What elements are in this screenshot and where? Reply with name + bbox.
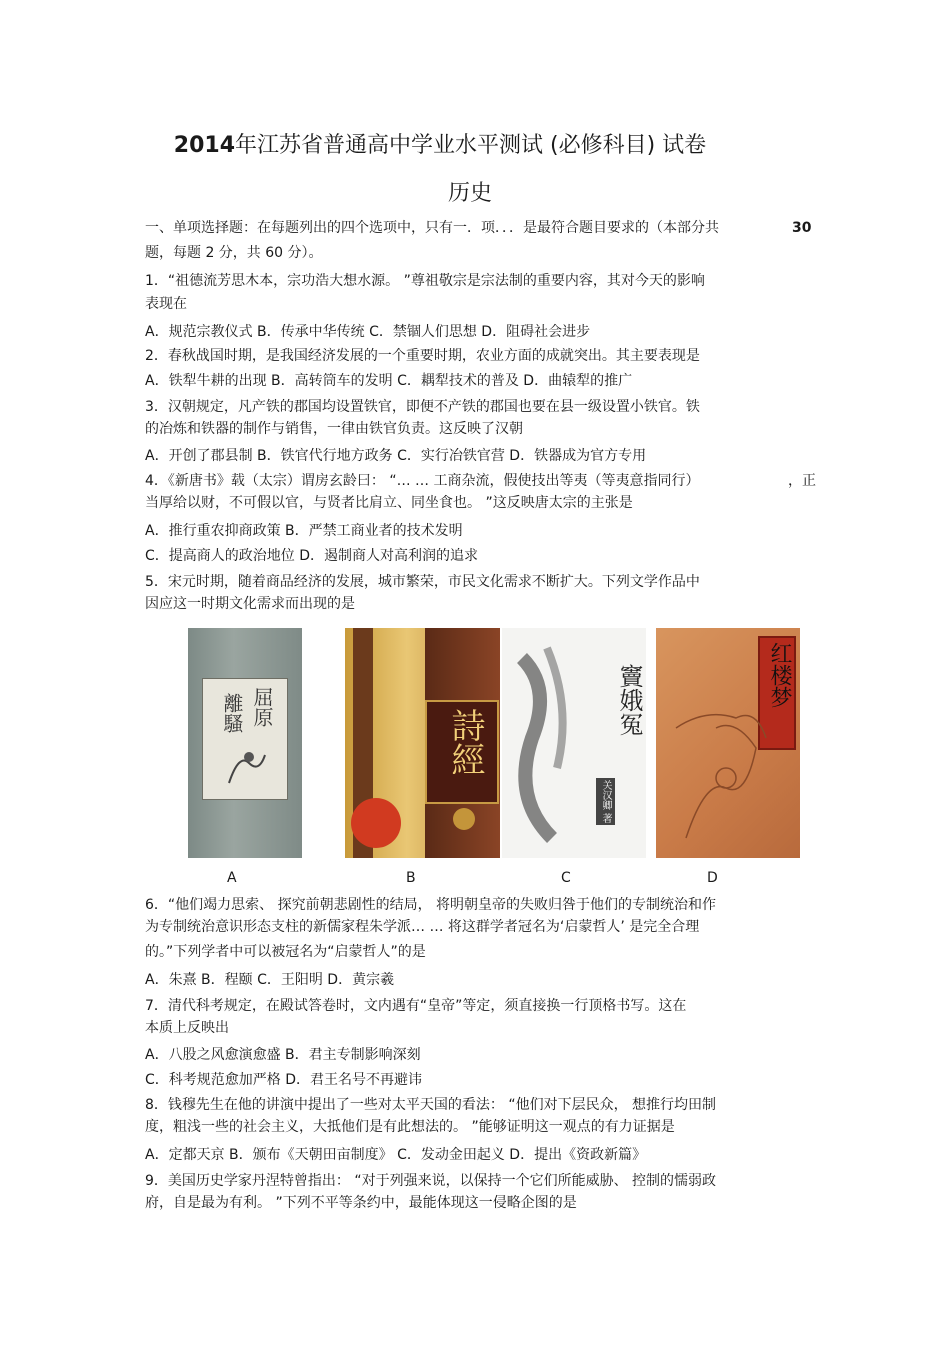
book-d-caption: D — [707, 870, 718, 886]
q7-stem: 7．清代科考规定，在殿试答卷时，文内遇有“皇帝”等定，须直接换一行顶格书写。这在 — [145, 998, 687, 1014]
q9-stem-cont: 府，自是最为有利。 ”下列不平等条约中，最能体现这一侵略企图的是 — [145, 1195, 577, 1211]
book-a-image — [188, 628, 302, 858]
q3-stem: 3．汉朝规定，凡产铁的郡国均设置铁官，即便不产铁的郡国也要在县一级设置小铁官。铁 — [145, 399, 700, 415]
book-d-image — [656, 628, 800, 858]
q1-stem: 1．“祖德流芳思木本，宗功浩大想水源。 ”尊祖敬宗是宗法制的重要内容，其对今天的影响 — [145, 273, 705, 289]
q6-stem: 6．“他们竭力思索、 探究前朝悲剧性的结局， 将明朝皇帝的失败归咎于他们的专制统治和作 — [145, 897, 717, 913]
q6-options: A．朱熹 B．程颐 C．王阳明 D．黄宗羲 — [145, 972, 395, 988]
q3-options: A．开创了郡县制 B．铁官代行地方政务 C．实行冶铁官营 D．铁器成为官方专用 — [145, 448, 647, 464]
q7-options-2: C．科考规范愈加严格 D．君王名号不再避讳 — [145, 1072, 423, 1088]
q5-stem: 5．宋元时期，随着商品经济的发展，城市繁荣，市民文化需求不断扩大。下列文学作品中 — [145, 574, 700, 590]
scroll-paper — [202, 678, 288, 800]
book-images — [0, 628, 950, 860]
q4-stem-end: ，正 — [788, 473, 816, 489]
q8-options: A．定都天京 B．颁布《天朝田亩制度》 C．发动金田起义 D．提出《资政新篇》 — [145, 1147, 647, 1163]
q6-stem-cont2: 的。”下列学者中可以被冠名为“启蒙哲人”的是 — [145, 944, 426, 960]
q4-options-1: A．推行重农抑商政策 B．严禁工商业者的技术发明 — [145, 523, 463, 539]
section-intro-count: 30 — [792, 220, 812, 236]
q7-options-1: A．八股之风愈演愈盛 B．君主专制影响深刻 — [145, 1047, 421, 1063]
figure-sketch — [219, 743, 271, 791]
q4-stem-cont: 当厚给以财，不可假以官，与贤者比肩立、同坐食也。 ”这反映唐太宗的主张是 — [145, 495, 633, 511]
book-b-title: 詩經 — [445, 708, 485, 776]
q8-stem: 8．钱穆先生在他的讲演中提出了一些对太平天国的看法： “他们对下层民众， 想推行均田制 — [145, 1097, 717, 1113]
red-seal — [351, 798, 401, 848]
page-subtitle: 历史 — [447, 181, 492, 206]
book-c-title: 竇娥冤 — [615, 664, 643, 736]
book-a-title-a: 屈原 — [250, 687, 274, 727]
q4-stem: 4．《新唐书》载（太宗）谓房玄龄曰： “… … 工商杂流，假使技出等夷（等夷意指同行） — [145, 473, 700, 489]
q5-stem-cont: 因应这一时期文化需求而出现的是 — [145, 596, 355, 612]
q3-stem-cont: 的冶炼和铁器的制作与销售，一律由铁官负责。这反映了汉朝 — [145, 421, 523, 437]
q2-stem: 2．春秋战国时期，是我国经济发展的一个重要时期，农业方面的成就突出。其主要表现是 — [145, 348, 700, 364]
section-intro-line2: 题，每题 2 分，共 60 分）。 — [145, 245, 323, 261]
book-b-label — [425, 700, 499, 804]
book-a-title-b: 離騷 — [220, 693, 244, 733]
q7-stem-cont: 本质上反映出 — [145, 1020, 229, 1036]
book-c-caption: C — [561, 870, 571, 886]
page-title: 2014年江苏省普通高中学业水平测试 (必修科目) 试卷 — [173, 133, 707, 158]
book-a-caption: A — [227, 870, 237, 886]
ink-painting — [502, 628, 602, 858]
q8-stem-cont: 度，粗浅一些的社会主义，大抵他们是有此想法的。 ”能够证明这一观点的有力证据是 — [145, 1119, 675, 1135]
q6-stem-cont: 为专制统治意识形态支柱的新儒家程朱学派… … 将这群学者冠名为‘启蒙哲人’ 是完全合理 — [145, 919, 700, 935]
book-d-title: 红楼梦 — [767, 642, 792, 708]
section-intro-line1: 一、单项选择题：在每题列出的四个选项中，只有一．项．．．是最符合题目要求的（本部分共 — [145, 220, 719, 236]
q2-options: A．铁犁牛耕的出现 B．高转筒车的发明 C．耦犁技术的普及 D．曲辕犁的推广 — [145, 373, 633, 389]
q9-stem: 9．美国历史学家丹涅特曾指出： “对于列强来说，以保持一个它们所能威胁、 控制的懦弱政 — [145, 1173, 717, 1189]
book-b-caption: B — [406, 870, 416, 886]
q1-options: A．规范宗教仪式 B．传承中华传统 C．禁锢人们思想 D．阻碍社会进步 — [145, 324, 591, 340]
gold-knot — [453, 808, 475, 830]
book-c-image — [502, 628, 646, 858]
book-c-author: 关汉卿 著 — [596, 778, 615, 825]
book-b-image — [345, 628, 500, 858]
figure-drawing — [666, 688, 776, 848]
q1-stem-cont: 表现在 — [145, 296, 187, 312]
q4-options-2: C．提高商人的政治地位 D．遏制商人对高利润的追求 — [145, 548, 479, 564]
